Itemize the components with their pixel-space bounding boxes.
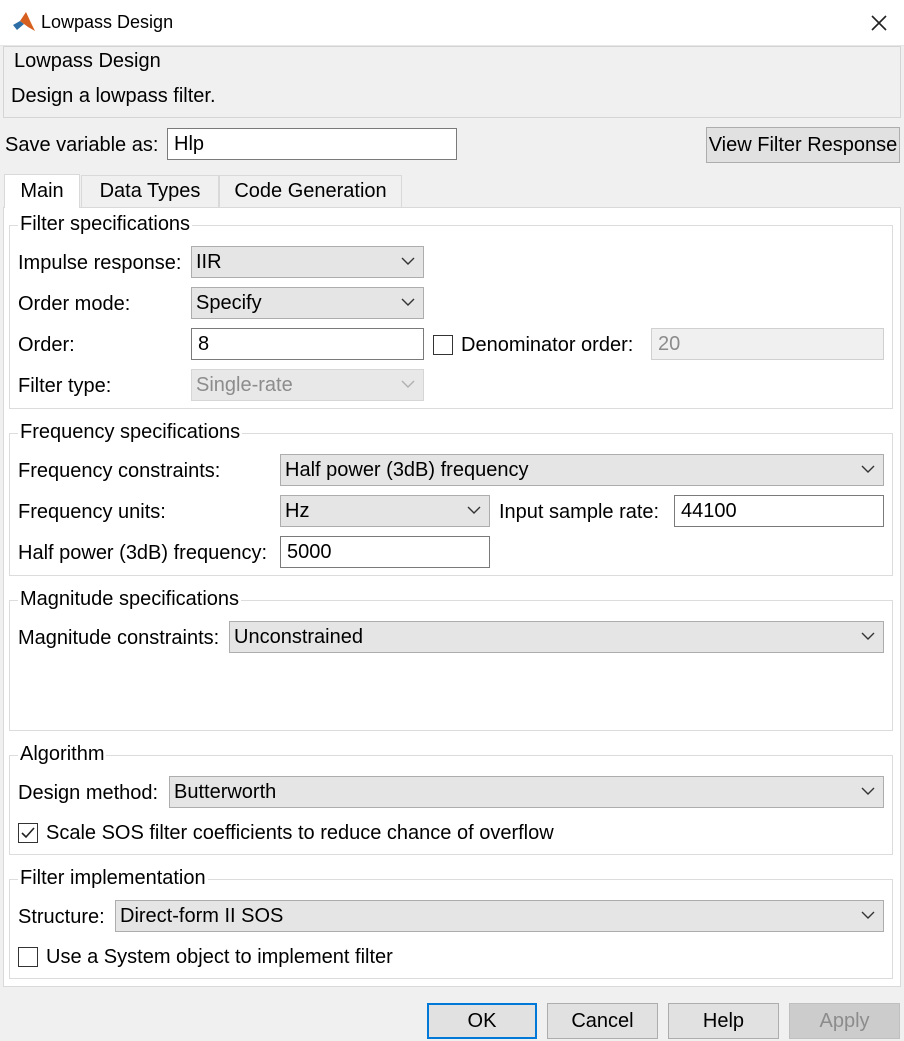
structure-select[interactable]: [115, 900, 884, 932]
input-sample-rate-input[interactable]: 44100: [674, 495, 884, 527]
ok-button[interactable]: OK: [427, 1003, 537, 1039]
frequency-units-label: Frequency units:: [18, 501, 166, 523]
system-object-checkbox[interactable]: [18, 947, 38, 967]
close-button[interactable]: [862, 6, 896, 40]
magnitude-specifications-title: Magnitude specifications: [20, 588, 240, 610]
filter-type-value: Single-rate: [196, 373, 293, 396]
impulse-response-label: Impulse response:: [18, 252, 182, 274]
chevron-down-icon: [861, 631, 875, 641]
frequency-constraints-select[interactable]: [280, 454, 884, 486]
frequency-specifications-title: Frequency specifications: [20, 421, 241, 443]
frequency-constraints-value: Half power (3dB) frequency: [285, 458, 529, 481]
chevron-down-icon: [861, 910, 875, 920]
algorithm-title: Algorithm: [20, 743, 105, 765]
order-mode-label: Order mode:: [18, 293, 131, 315]
close-icon: [870, 14, 888, 32]
window-title: Lowpass Design: [41, 12, 174, 32]
frequency-units-value: Hz: [285, 499, 310, 522]
tab-main[interactable]: Main: [4, 174, 80, 208]
filter-implementation-title: Filter implementation: [20, 867, 206, 889]
chevron-down-icon: [861, 786, 875, 796]
matlab-logo-icon: [12, 10, 36, 34]
input-sample-rate-label: Input sample rate:: [499, 501, 660, 523]
save-variable-input[interactable]: Hlp: [167, 128, 457, 160]
system-object-label: Use a System object to implement filter: [46, 946, 393, 968]
save-variable-label: Save variable as:: [5, 134, 159, 156]
scale-sos-checkbox[interactable]: [18, 823, 38, 843]
impulse-response-select[interactable]: [191, 246, 424, 278]
apply-button[interactable]: Apply: [789, 1003, 900, 1039]
design-method-value: Butterworth: [174, 780, 277, 803]
magnitude-constraints-label: Magnitude constraints:: [18, 627, 220, 649]
filter-type-label: Filter type:: [18, 375, 112, 397]
scale-sos-label: Scale SOS filter coefficients to reduce chance of overflow: [46, 822, 554, 844]
chevron-down-icon: [401, 379, 415, 389]
chevron-down-icon: [861, 464, 875, 474]
filter-specifications-title: Filter specifications: [20, 213, 191, 235]
order-mode-select[interactable]: [191, 287, 424, 319]
cancel-button[interactable]: Cancel: [547, 1003, 658, 1039]
checkmark-icon: [20, 825, 36, 841]
denominator-order-checkbox[interactable]: [433, 335, 453, 355]
magnitude-constraints-value: Unconstrained: [234, 625, 363, 648]
order-input[interactable]: 8: [191, 328, 424, 360]
design-method-select[interactable]: [169, 776, 884, 808]
half-power-frequency-input[interactable]: 5000: [280, 536, 490, 568]
half-power-frequency-label: Half power (3dB) frequency:: [18, 542, 268, 564]
view-filter-response-button[interactable]: View Filter Response: [706, 127, 900, 163]
denominator-order-input[interactable]: 20: [651, 328, 884, 360]
chevron-down-icon: [467, 505, 481, 515]
tab-data-types[interactable]: Data Types: [81, 175, 219, 207]
impulse-response-value: IIR: [196, 250, 222, 273]
structure-value: Direct-form II SOS: [120, 904, 284, 927]
design-method-label: Design method:: [18, 782, 159, 804]
magnitude-specifications-group: [9, 600, 893, 731]
tab-code-generation[interactable]: Code Generation: [219, 175, 402, 207]
chevron-down-icon: [401, 256, 415, 266]
header-title: Lowpass Design: [14, 50, 161, 72]
frequency-units-select[interactable]: [280, 495, 490, 527]
magnitude-constraints-select[interactable]: [229, 621, 884, 653]
chevron-down-icon: [401, 297, 415, 307]
denominator-order-label: Denominator order:: [461, 334, 634, 356]
order-mode-value: Specify: [196, 291, 262, 314]
structure-label: Structure:: [18, 906, 105, 928]
header-description: Design a lowpass filter.: [11, 85, 216, 107]
frequency-constraints-label: Frequency constraints:: [18, 460, 221, 482]
filter-type-select[interactable]: [191, 369, 424, 401]
order-label: Order:: [18, 334, 75, 356]
help-button[interactable]: Help: [668, 1003, 779, 1039]
